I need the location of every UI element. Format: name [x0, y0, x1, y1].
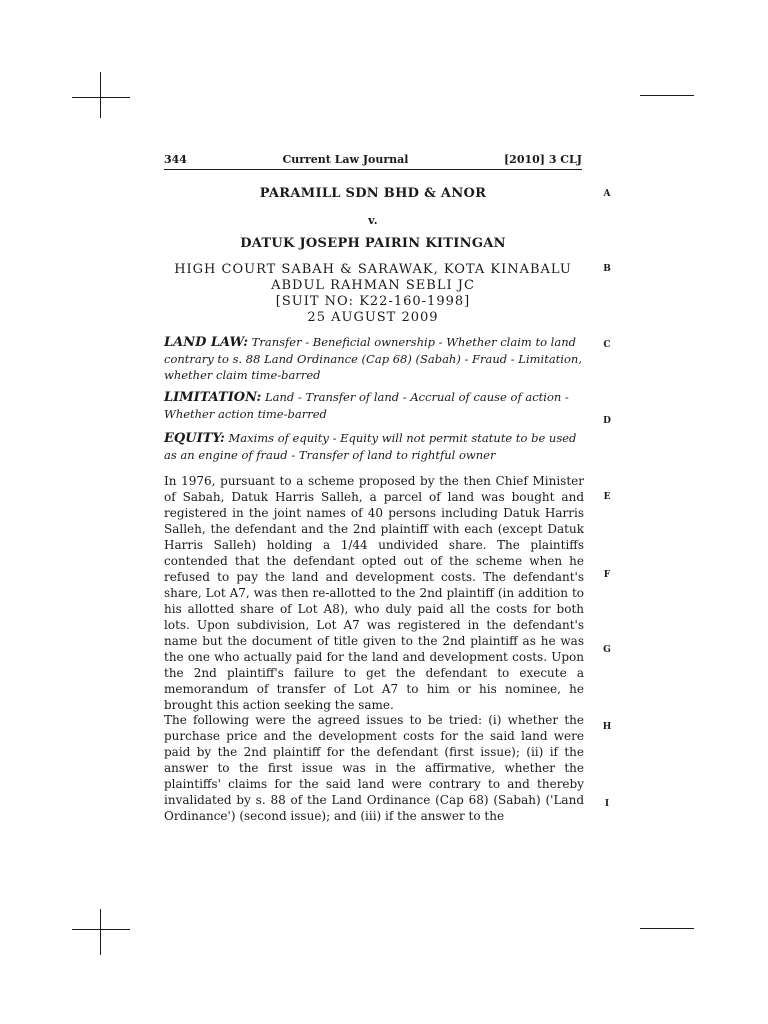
- margin-letter-c: C: [603, 340, 611, 350]
- journal-name: Current Law Journal: [282, 153, 409, 166]
- crop-mark-bottom-left-horizontal: [72, 929, 130, 930]
- margin-letter-f: F: [603, 570, 611, 580]
- crop-mark-bottom-right: [640, 928, 694, 929]
- running-header: [164, 153, 582, 170]
- versus: v.: [368, 214, 378, 227]
- catchword-land-law: [164, 334, 584, 383]
- headnote-paragraph-1: In 1976, pursuant to a scheme proposed by the then Chief Minister of Sabah, Datuk Harris Salleh, a parcel of land was bought and registered in the joint names of 40 persons including Datuk Harris Salleh, the defendant and the 2nd plaintiff with each (except Datuk Harris Salleh) holding a 1/44 undivided share. The plaintiffs contended that the defendant opted out of the scheme when he refused to pay the land and development costs. The defendant's share, Lot A7, was then re-allotted to the 2nd plaintiff (in addition to his allotted share of Lot A8), who duly paid all the costs for both lots. Upon subdivision, Lot A7 was registered in the defendant's name but the document of title given to the 2nd plaintiff as he was the one who actually paid for the land and development costs. Upon the 2nd plaintiff's failure to get the defendant to execute a memorandum of transfer of Lot A7 to him or his nominee, he brought this action seeking the same.: [164, 474, 584, 712]
- party-plaintiffs: PARAMILL SDN BHD & ANOR: [259, 186, 487, 201]
- judge-name: ABDUL RAHMAN SEBLI JC: [271, 278, 475, 293]
- crop-mark-top-left-vertical: [100, 72, 101, 118]
- suit-number: [SUIT NO: K22-160-1998]: [275, 294, 471, 309]
- catchword-heading: LIMITATION:: [164, 390, 262, 405]
- margin-letter-g: G: [603, 645, 611, 655]
- judgment-date: 25 AUGUST 2009: [307, 310, 439, 325]
- catchword-text: Maxims of equity - Equity will not permit statute to be used as an engine of fraud - Transfer of land to rightful owner: [164, 431, 577, 462]
- margin-letter-e: E: [603, 492, 611, 502]
- page-number: 344: [164, 153, 187, 166]
- catchword-equity: [164, 430, 584, 463]
- crop-mark-top-left-horizontal: [72, 97, 130, 98]
- crop-mark-bottom-left-vertical: [100, 909, 101, 955]
- margin-letter-i: I: [604, 799, 610, 809]
- catchword-text: Land - Transfer of land - Accrual of cause of action - Whether action time-barred: [164, 390, 569, 421]
- margin-letter-a: A: [603, 189, 611, 199]
- court-info: [164, 262, 582, 326]
- headnote-paragraph-2: The following were the agreed issues to be tried: (i) whether the purchase price and the development costs for the said land were paid by the 2nd plaintiff for the defendant (first issue); (ii) if the answer to the first issue was in the affirmative, whether the plaintiffs' claims for the said land were contrary to and thereby invalidated by s. 88 of the Land Ordinance (Cap 68) (Sabah) ('Land Ordinance') (second issue); and (iii) if the answer to the: [164, 713, 584, 823]
- catchword-heading: LAND LAW:: [164, 335, 249, 350]
- crop-mark-top-right: [640, 95, 694, 96]
- margin-letter-h: H: [602, 722, 612, 732]
- margin-letter-d: D: [603, 416, 611, 426]
- citation: [2010] 3 CLJ: [503, 153, 582, 166]
- catchword-text: Transfer - Beneficial ownership - Whether claim to land contrary to s. 88 Land Ordinance (Cap 68) (Sabah) - Fraud - Limitation, whether claim time-barred: [164, 335, 582, 382]
- catchword-heading: EQUITY:: [164, 431, 225, 446]
- court-name: HIGH COURT SABAH & SARAWAK, KOTA KINABALU: [174, 262, 572, 277]
- catchword-limitation: [164, 389, 584, 422]
- party-defendant: DATUK JOSEPH PAIRIN KITINGAN: [240, 236, 506, 251]
- margin-letter-b: B: [603, 264, 611, 274]
